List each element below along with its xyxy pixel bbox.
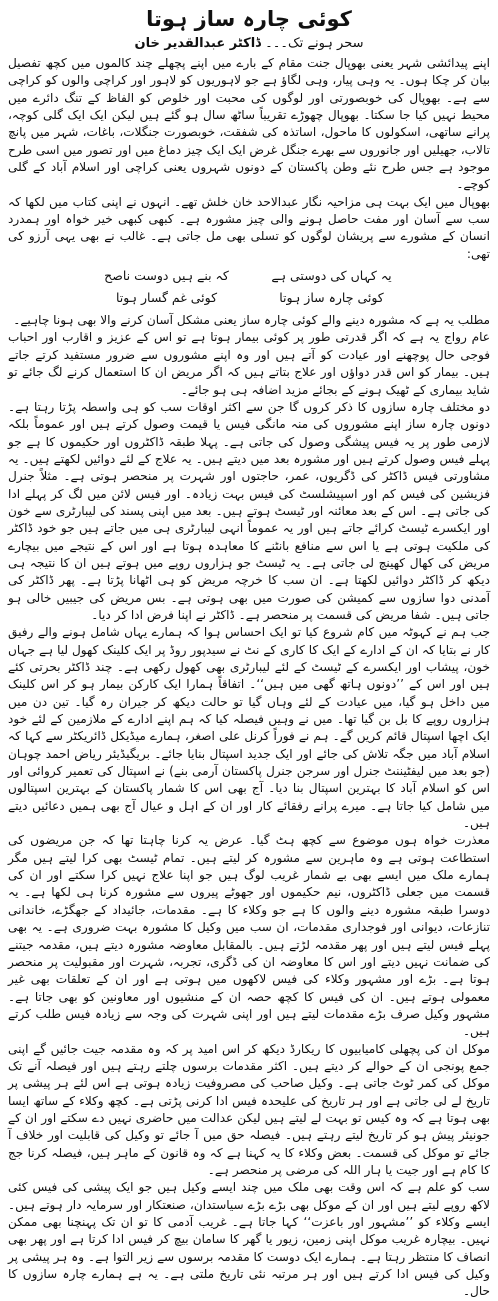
paragraph-4: عام رواج یہ ہے کہ اگر قدرتی طور پر کوئی بیمار ہوتا ہے تو اس کے عزیز و اقارب اور احباب فوجی حال پوچھنے اور عیادت کو آتے ہیں اور وہ اپنے مشوروں سے ضرور مستفید کرتے جاتے ہیں۔ بیمار کو اس قدر دواؤں اور علاج بتاتے ہیں کہ اگر مریض ان کا استعمال کرنے لگ جائے تو شاید بیماری کے ٹھیک ہونے کے بجائے مزید اضافہ ہی ہو جائے۔ [8,330,490,397]
column-series-name: سحر ہونے تک۔۔۔ [265,36,364,51]
paragraph-8: موکل ان کی پچھلی کامیابیوں کا ریکارڈ دیکھ کر اس امید پر کہ وہ مقدمہ جیت جائیں گے اپنی جمع پونجی ان کے حوالے کر دیتے ہیں۔ اکثر مقدمات برسوں چلتے رہتے ہیں اور فیصلہ آنے تک موکل کی کمر ٹوٹ جاتی ہے۔ وکیل صاحب کی مصروفیت زیادہ ہوتی ہے اس لئے ہر پیشی پر تاریخ لے لی جاتی ہے اور ہر تاریخ کی علیحدہ فیس ادا کرنی پڑتی ہے۔ کچھ وکلاء کے ساتھ ایسا بھی ہوتا ہے کہ وہ کیس تو بہت لے لیتے ہیں لیکن عدالت میں حاضری نہیں دے سکتے اور ان کے جونیئر پیش ہو کر تاریخ لیتے رہتے ہیں۔ فیصلہ حق میں آ جائے تو وکیل کی قابلیت اور خلاف آ جائے تو موکل کی قسمت۔ بعض وکلاء کا یہ کہنا ہے کہ وہ قانون کے ماہر ہیں، فیصلہ کرنا جج کا کام ہے اور جیت یا ہار اللہ کی مرضی پر منحصر ہے۔ [8,1041,490,1177]
column-title: کوئی چارہ ساز ہوتا [146,7,352,31]
paragraph-7: معذرت خواہ ہوں موضوع سے کچھ ہٹ گیا۔ عرض یہ کرنا چاہتا تھا کہ جن مریضوں کی استطاعت ہوتی ہے وہ ماہرین سے مشورہ کر لیتے ہیں۔ تمام ٹیسٹ بھی کرا لیتے ہیں مگر ہمارے ملک میں ایسے بھی بے شمار غریب لوگ ہیں جو اپنا علاج نہیں کرا سکتے اور ان کی قسمت میں جعلی ڈاکٹروں، نیم حکیموں اور جھوٹے پیروں سے مشورہ کرنا ہی لکھا ہے۔ یہ دوسرا طبقہ مشورہ دینے والوں کا ہے جو وکلاء کا ہے۔ مقدمات، جائیداد کے جھگڑے، خاندانی تنازعات، دیوانی اور فوجداری مقدمات، ان سب میں وکیل کا مشورہ بہت ضروری ہے۔ یہ بھی پہلے فیس لیتے ہیں اور پھر مقدمہ لڑتے ہیں۔ بالمقابل معاوضہ مشورہ دیتے ہیں، مقدمہ جیتنے کی ضمانت نہیں دیتے اور اس کا معاوضہ ان کی ڈگری، تجربہ، شہرت اور مقبولیت پر منحصر ہوتا ہے۔ بڑے اور مشہور وکلاء کی فیس لاکھوں میں ہوتی ہے اور ان کے تعلقات بھی غیر معمولی ہوتے ہیں۔ ان کی فیس کا کچھ حصہ ان کے منشیوں اور معاونین کو بھی جاتا ہے۔ مشہور وکیل صرف بڑے مقدمات لیتے ہیں اور اپنی شہرت کی وجہ سے زیادہ فیس طلب کرتے ہیں۔ [8,833,490,1039]
paragraph-6: جب ہم نے کہوٹہ میں کام شروع کیا تو ایک احساس ہوا کہ ہمارے یہاں شامل ہونے والے رفیق کار نے بتایا کہ ان کے ادارے کے ایک کا کاری کے نٹ نے سیدپور روڈ پر ایک کلینک کھول لیا ہے جہاں خون، پیشاب اور ایکسرے کے ٹیسٹ کے لئے لیبارٹری بھی کھول رکھی ہے۔ چند ڈاکٹر بحرتی کئے ہیں اور اس کے ’’دونوں ہاتھ گھی میں ہیں‘‘۔ اتفاقاً ہمارا ایک کارکن بیمار ہو کر اس کلینک میں داخل ہو گیا، میں عیادت کے لئے وہاں گیا تو حالت دیکھ کر جیران رہ گیا۔ تین دن میں ہزاروں روپے کا بل بن گیا تھا۔ میں نے وہیں فیصلہ کیا کہ ہم اپنے ادارے کے ملازمین کے لئے خود ایک اچھا اسپتال قائم کریں گے۔ ہم نے فوراً کرنل علی اصغر، ہمارے میڈیکل ڈائریکٹر سے کہا کہ اسلام آباد میں جگہ تلاش کی جائے اور ایک جدید اسپتال بنایا جائے۔ بریگیڈیئر ریاض احمد چوہان (جو بعد میں لیفٹیننٹ جنرل اور سرجن جنرل پاکستان آرمی بنے) نے اسپتال کی تعمیر کروائی اور اس کو اسلام آباد کا بہترین اسپتال بنا دیا۔ آج بھی اس کا شمار پاکستان کے بہترین اسپتالوں میں شامل کیا جاتا ہے۔ میرے پرانے رفقائے کار اور ان کے اہل و عیال آج بھی ہمیں دعائیں دیتے ہیں۔ [8,625,490,831]
paragraph-9: سب کو علم ہے کہ اس وقت بھی ملک میں چند ایسے وکیل ہیں جو ایک پیشی کی فیس کئی لاکھ روپے لیتے ہیں اور ان کے موکل بھی بڑے بڑے سیاستدان، صنعتکار اور سرمایہ دار ہوتے ہیں۔ ایسے وکلاء کو ’’مشہور اور باعزت‘‘ کہا جاتا ہے۔ غریب آدمی کا تو ان تک پہنچنا بھی ممکن نہیں۔ بیچارہ غریب موکل اپنی زمین، زیور یا گھر کا سامان بیچ کر فیس ادا کرتا ہے اور پھر بھی انصاف کا منتظر رہتا ہے۔ ہمارے ایک دوست کا مقدمہ برسوں سے زیر التوا ہے۔ وہ ہر پیشی پر وکیل کی فیس ادا کرتے ہیں اور ہر مرتبہ نئی تاریخ ملتی ہے۔ یہ ہے ہمارے چارہ سازوں کا حال۔ [8,1180,490,1299]
paragraph-1: اپنے پیدائشی شہر یعنی بھوپال جنت مقام کے بارے میں اپنے پچھلے چند کالموں میں کچھ تفصیل بیان کر چکا ہوں۔ یہ وہی پیار، وہی لگاؤ ہے جو لاہوریوں کو لاہور اور کراچی والوں کو کراچی سے ہے۔ بھوپال کی خوبصورتی اور لوگوں کی محبت اور خلوص کو الفاظ کے تنگ دائرے میں محیط نہیں کیا جا سکتا۔ بھوپال چھوڑے تقریباً ساٹھ سال ہو گئے ہیں لیکن ایک ایک گلی کوچہ، پرانے ساتھی، اسکولوں کا ماحول، اساتذہ کی شفقت، خوبصورت جنگلات، باغات، شہر میں پانچ تالاب، جھیلیں اور جانوروں سے بھرے جنگل غرض ایک ایک چیز دماغ میں اور تصور میں اسی طرح موجود ہے جس طرح نئے وطن پاکستان کے دونوں شہروں یعنی کراچی اور اسلام آباد کے گلی کوچے۔ [7,56,490,192]
verse-line-2b: کوئی غم گسار ہوتا [115,290,218,306]
paragraph-2: بھوپال میں ایک بہت ہی مزاحیہ نگار عبدالاحد خان خلش تھے۔ انہوں نے اپنی کتاب میں لکھا کہ سب سے آسان اور مفت حاصل ہونے والی چیز مشورہ ہے۔ کبھی کبھی خیر خواہ اور ہمدرد انسان کے مشورے سے پریشان لوگوں کو تسلی بھی مل جاتی ہے۔ غالب نے بھی یہی آرزو کی تھی: [8,194,490,261]
verse-line-1a: یہ کہاں کی دوستی ہے [271,268,392,284]
column-byline [8,34,490,53]
paragraph-5: دو مختلف چارہ سازوں کا ذکر کروں گا جن سے اکثر اوقات سب کو ہی واسطہ پڑتا رہتا ہے۔ دونوں چارہ ساز اپنے مشوروں کی منہ مانگی فیس یا قیمت وصول کرتے ہیں اور عموماً بلکہ لازمی طور پر یہ فیس پیشگی وصول کی جاتی ہے۔ پہلا طبقہ ڈاکٹروں اور حکیموں کا ہے جو پہلے فیس وصول کرتے ہیں اور مشورہ بعد میں دیتے ہیں۔ یہ علاج کے لئے دوائیں لکھتے ہیں۔ یہ مشاورتی فیس ڈاکٹر کی ڈگریوں، عمر، حاجتوں اور شہرت پر منحصر ہوتی ہے۔ مثلاً جنرل فزیشین کی فیس کم اور اسپیشلسٹ کی فیس بہت زیادہ۔ اور فیس لائن میں لگ کر پہلے ادا کی جاتی ہے۔ اس کے بعد معائنہ اور ٹیسٹ ہوتے ہیں۔ بعد میں اپنی پسند کی لیبارٹری سے خون اور ایکسرے ٹیسٹ کرائے جاتے ہیں اور یہ عموماً انہی لیبارٹری ہی میں جاتے ہیں جو خود ڈاکٹر کی ملکیت ہوتی ہے یا اس سے منافع بانٹنے کا معاہدہ ہوتا ہے اور اس کے نتیجے میں بیچارے مریض کی کھال کھینچ لی جاتی ہے۔ یہ ٹیسٹ جو ہزاروں روپے میں ہوتے ہیں ان کا نتیجہ ہی دیکھ کر ڈاکٹر دوائیں لکھتا ہے۔ ان سب کا خرچہ مریض کو ہی اٹھانا پڑتا ہے۔ پھر ڈاکٹر کی آمدنی دوا سازوں سے کمیشن کی صورت میں بھی ہوتی ہے۔ بس مریض کی جیبیں خالی ہو جاتی ہیں۔ شفا مریض کی قسمت پر منحصر ہے۔ ڈاکٹر نے اپنا فرض ادا کر دیا۔ [8,399,490,622]
author-name: ڈاکٹر عبدالقدیر خان [134,36,261,51]
paragraph-3: مطلب یہ ہے کہ مشورہ دینے والے کوئی چارہ ساز یعنی مشکل آسان کرنے والا بھی ہونا چاہیے۔ [13,313,490,328]
verse-line-1b: کہ بنے ہیں دوست ناصح [104,268,229,284]
ghalib-couplet [84,265,414,309]
verse-line-2a: کوئی چارہ ساز ہوتا [279,290,384,306]
